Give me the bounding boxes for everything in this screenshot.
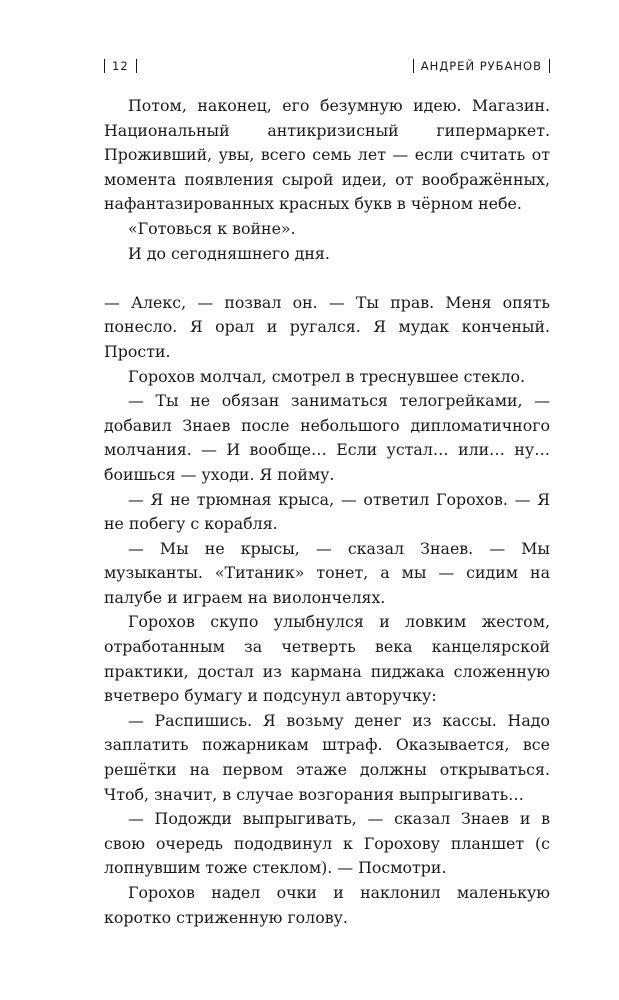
paragraph: — Ты не обязан заниматься телогрейками, — добавил Знаев после небольшого дипломатичного молчания. — И вообще… Если устал… или… ну… боишься — уходи. Я пойму. xyxy=(104,391,550,484)
paragraph: Горохов надел очки и наклонил маленькую коротко стриженную голову. xyxy=(104,883,550,927)
divider xyxy=(413,59,414,73)
running-head xyxy=(104,57,550,83)
author-name: АНДРЕЙ РУБАНОВ xyxy=(420,59,542,73)
page-number: 12 xyxy=(112,59,129,73)
paragraph: — Распишись. Я возьму денег из кассы. Надо заплатить пожарникам штраф. Оказывается, все решётки на первом этаже должны открываться. Чтоб, значит, в случае возгорания выпрыгивать… xyxy=(104,710,550,804)
section-break xyxy=(104,266,550,291)
paragraph: — Мы не крысы, — сказал Знаев. — Мы музыканты. «Титаник» тонет, а мы — сидим на палубе и играем на виолончелях. xyxy=(104,538,550,607)
body-text xyxy=(104,94,550,930)
divider xyxy=(549,59,550,73)
paragraph: — Алекс, — позвал он. — Ты прав. Меня опять понесло. Я орал и ругался. Я мудак конченый. Прости. xyxy=(104,292,550,361)
paragraph: Потом, наконец, его безумную идею. Магазин. Национальный антикризисный гипермаркет. Проживший, увы, всего семь лет — если считать от момента появления сырой идеи, от воображённых, нафантазированных красных букв в чёрном небе. xyxy=(104,96,550,214)
divider xyxy=(104,59,105,73)
author-block xyxy=(413,59,550,73)
paragraph: Горохов молчал, смотрел в треснувшее стекло. xyxy=(128,366,526,386)
paragraph: Горохов скупо улыбнулся и ловким жестом, отработанным за четверть века канцелярской практики, достал из кармана пиджака сложенную вчетверо бумагу и подсунул авторучку: xyxy=(104,612,550,706)
paragraph: — Подожди выпрыгивать, — сказал Знаев и в свою очередь пододвинул к Горохову планшет (с лопнувшим тоже стеклом). — Посмотри. xyxy=(104,809,550,878)
paragraph: И до сегодняшнего дня. xyxy=(128,243,330,263)
paragraph: «Готовься к войне». xyxy=(128,218,296,238)
paragraph: — Я не трюмная крыса, — ответил Горохов. — Я не побегу с корабля. xyxy=(104,489,550,534)
divider xyxy=(136,59,137,73)
page-number-block xyxy=(104,59,144,73)
